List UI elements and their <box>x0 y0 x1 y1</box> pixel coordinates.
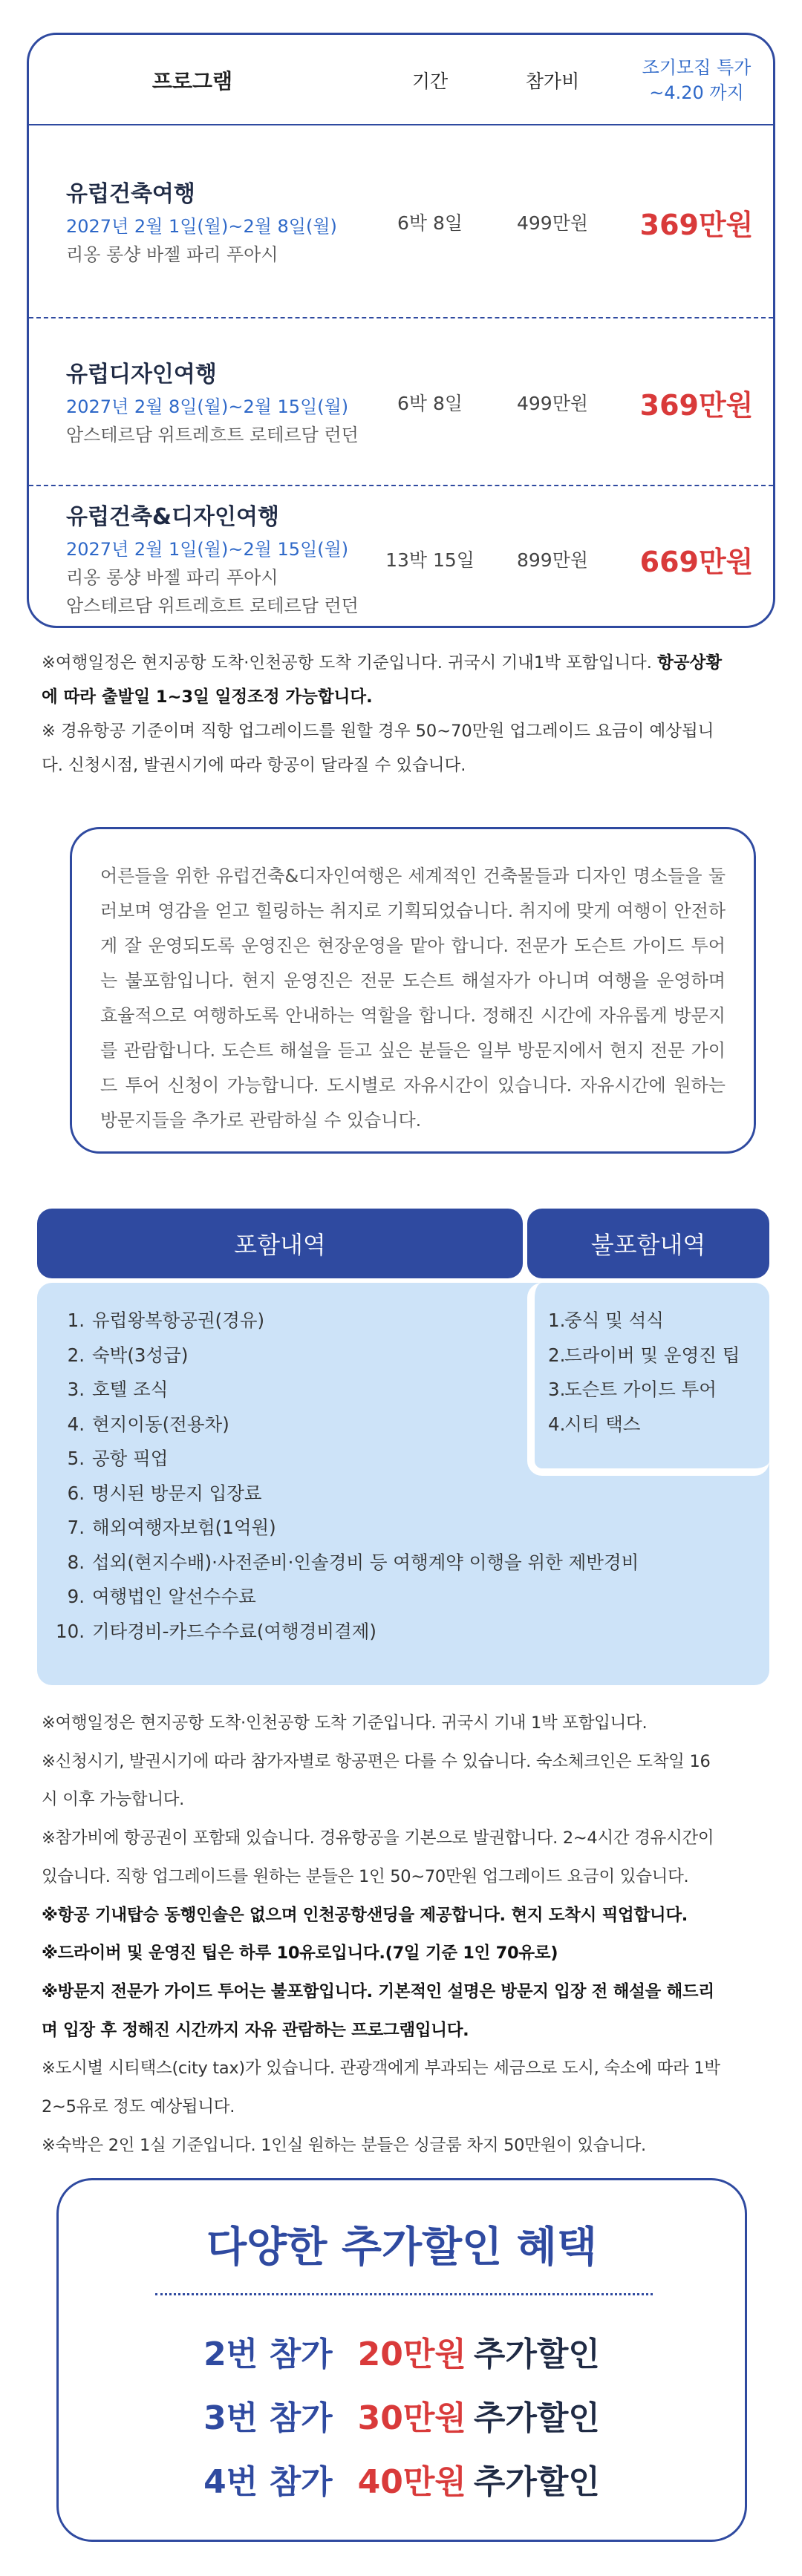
program-period: 6박 8일 <box>397 212 463 234</box>
schedule-notes <box>42 646 769 782</box>
note-line: ※신청시기, 발권시기에 따라 참가자별로 항공편은 다를 수 있습니다. 숙소체크인은 도착일 16 <box>42 1751 711 1771</box>
program-fee: 899만원 <box>516 549 589 571</box>
header-fee: 참가비 <box>525 71 580 92</box>
note-line: ※여행일정은 현지공항 도착·인천공항 도착 기준입니다. 귀국시 기내 1박 포함입니다. <box>42 1713 648 1733</box>
program-cities: 리옹 롱샹 바젤 파리 푸아시 <box>66 567 278 588</box>
discount-row <box>59 2327 745 2375</box>
program-cities: 암스테르담 위트레흐트 로테르담 런던 <box>66 595 359 616</box>
list-item: 1. 유럽왕복항공권(경유) <box>67 1310 265 1331</box>
program-cities: 리옹 롱샹 바젤 파리 푸아시 <box>66 244 278 265</box>
program-early-price: 369만원 <box>639 388 754 422</box>
discount-row <box>59 2455 745 2503</box>
participation-count: 3번 참가 <box>203 2399 333 2437</box>
list-item: 8. 섭외(현지수배)·사전준비·인솔경비 등 여행계약 이행을 위한 제반경비 <box>67 1551 639 1573</box>
list-item: 3. 호텔 조식 <box>67 1379 169 1400</box>
program-name: 유럽디자인여행 <box>66 362 217 388</box>
includes-title: 포함내역 <box>37 1209 523 1278</box>
note-emphasis: ※방문지 전문가 가이드 투어는 불포함입니다. 기본적인 설명은 방문지 입장 전 해설을 해드리 <box>42 1981 714 2001</box>
program-cities: 암스테르담 위트레흐트 로테르담 런던 <box>66 425 359 445</box>
travel-notes <box>42 1704 769 2165</box>
header-program: 프로그램 <box>151 69 233 94</box>
list-item: 2.드라이버 및 운영진 팁 <box>548 1344 740 1366</box>
table-header <box>29 35 773 125</box>
list-item: 3.도슨트 가이드 투어 <box>548 1379 717 1400</box>
participation-count: 2번 참가 <box>203 2335 333 2373</box>
list-item-text: 드라이버 및 운영진 팁 <box>564 1344 740 1366</box>
note-emphasis: ※드라이버 및 운영진 팁은 하루 10유로입니다.(7일 기준 1인 70유로) <box>42 1944 558 1964</box>
list-item-text: 숙박(3성급) <box>92 1344 189 1366</box>
program-info <box>66 320 359 485</box>
program-info <box>66 127 337 317</box>
header-period: 기간 <box>411 71 449 92</box>
discount-amount: 20만원 <box>357 2335 466 2373</box>
program-early-price: 669만원 <box>639 545 754 578</box>
note-line <box>42 1973 769 2012</box>
dotted-divider <box>155 2293 653 2295</box>
list-item-text: 기타경비-카드수수료(여행경비결제) <box>92 1620 376 1642</box>
program-date: 2027년 2월 8일(월)~2월 15일(월) <box>66 396 349 417</box>
program-name: 유럽건축여행 <box>66 181 195 207</box>
program-table <box>27 33 775 628</box>
note-line: ※도시별 시티택스(city tax)가 있습니다. 관광객에게 부과되는 세금으로 도시, 숙소에 따라 1박 <box>42 2059 720 2079</box>
header-early-price <box>616 35 775 125</box>
list-item-text: 시티 택스 <box>564 1413 641 1435</box>
note-text: ※여행일정은 현지공항 도착·인천공항 도착 기준입니다. 귀국시 기내1박 포함입니다. <box>42 653 658 673</box>
excludes-list <box>548 1304 740 1442</box>
list-item: 1.중식 및 석식 <box>548 1310 664 1331</box>
program-fee: 499만원 <box>516 212 589 234</box>
list-item-text: 여행법인 알선수수료 <box>92 1586 256 1607</box>
note-line <box>42 646 769 680</box>
list-item: 2. 숙박(3성급) <box>67 1344 189 1366</box>
note-line: 시 이후 가능합니다. <box>42 1790 185 1810</box>
discount-row <box>59 2391 745 2439</box>
list-item-text: 해외여행자보험(1억원) <box>92 1517 276 1538</box>
list-item-text: 도슨트 가이드 투어 <box>564 1379 717 1400</box>
excludes-title: 불포함내역 <box>527 1209 769 1278</box>
note-line: ※참가비에 항공권이 포함돼 있습니다. 경유항공을 기본으로 발권합니다. 2~4시간 경유시간이 <box>42 1828 714 1848</box>
program-period: 13박 15일 <box>385 549 475 571</box>
list-item-text: 호텔 조식 <box>92 1379 169 1400</box>
note-emphasis: 에 따라 출발일 1~3일 일정조정 가능합니다. <box>42 687 373 707</box>
program-info <box>66 488 359 628</box>
participation-count: 4번 참가 <box>203 2463 333 2501</box>
header-early-line1: 조기모집 특가 <box>642 57 752 78</box>
list-item: 9. 여행법인 알선수수료 <box>67 1586 256 1607</box>
discount-suffix: 추가할인 <box>473 2399 600 2437</box>
discount-amount: 40만원 <box>357 2463 466 2501</box>
discount-box <box>56 2178 747 2542</box>
list-item-text: 공항 픽업 <box>92 1448 169 1469</box>
note-emphasis: ※항공 기내탑승 동행인솔은 없으며 인천공항샌딩을 제공합니다. 현지 도착시 픽업합니다. <box>42 1905 688 1925</box>
note-line <box>42 1897 769 1935</box>
list-item-text: 섭외(현지수배)·사전준비·인솔경비 등 여행계약 이행을 위한 제반경비 <box>92 1551 639 1573</box>
note-line <box>42 2012 769 2050</box>
header-early-line2: ~4.20 까지 <box>649 82 744 103</box>
program-fee: 499만원 <box>516 393 589 414</box>
intro-text: 어른들을 위한 유럽건축&디자인여행은 세계적인 건축물들과 디자인 명소들을 둘러보며 영감을 얻고 힐링하는 취지로 기획되었습니다. 취지에 맞게 여행이 안전하게 잘 운영되도록 운영진은 현장운영을 맡아 합니다. 전문가 도슨트 가이드 투어는 불포함입니다. 현지 운영진은 전문 도슨트 해설자가 아니며 여행을 운영하며 효율적으로 여행하도록 안내하는 역할을 합니다. 정해진 시간에 자유롭게 방문지를 관람합니다. 도슨트 해설을 듣고 싶은 분들은 일부 방문지에서 현지 전문 가이드 투어 신청이 가능합니다. 도시별로 자유시간이 있습니다. 자유시간에 원하는 방문지들을 추가로 관람하실 수 있습니다. <box>100 866 726 1131</box>
list-item-text: 현지이동(전용차) <box>92 1413 229 1435</box>
program-name: 유럽건축&디자인여행 <box>66 504 279 530</box>
discount-amount: 30만원 <box>357 2399 466 2437</box>
list-item-text: 명시된 방문지 입장료 <box>92 1482 262 1504</box>
list-item: 5. 공항 픽업 <box>67 1448 169 1469</box>
note-line <box>42 680 769 714</box>
table-row <box>29 127 773 318</box>
note-line: 2~5유로 정도 예상됩니다. <box>42 2097 235 2117</box>
intro-box <box>70 827 756 1154</box>
note-emphasis: 항공상황 <box>657 653 723 673</box>
note-line: ※ 경유항공 기준이며 직항 업그레이드를 원할 경우 50~70만원 업그레이드 요금이 예상됩니 <box>42 722 714 741</box>
list-item: 4.시티 택스 <box>548 1413 641 1435</box>
list-item-text: 중식 및 석식 <box>564 1310 664 1331</box>
note-emphasis: 며 입장 후 정해진 시간까지 자유 관람하는 프로그램입니다. <box>42 2020 469 2040</box>
list-item: 4. 현지이동(전용차) <box>67 1413 229 1435</box>
list-item-text: 유럽왕복항공권(경유) <box>92 1310 265 1331</box>
note-line: 있습니다. 직항 업그레이드를 원하는 분들은 1인 50~70만원 업그레이드 요금이 있습니다. <box>42 1866 689 1886</box>
note-line: ※숙박은 2인 1실 기준입니다. 1인실 원하는 분들은 싱글룸 차지 50만원이 있습니다. <box>42 2135 646 2155</box>
list-item: 10. 기타경비-카드수수료(여행경비결제) <box>56 1620 376 1642</box>
note-line: 다. 신청시점, 발권시기에 따라 항공이 달라질 수 있습니다. <box>42 756 466 775</box>
program-date: 2027년 2월 1일(월)~2월 8일(월) <box>66 216 337 237</box>
table-row <box>29 488 773 628</box>
discount-title: 다양한 추가할인 혜택 <box>206 2223 597 2272</box>
discount-suffix: 추가할인 <box>473 2463 600 2501</box>
list-item: 6. 명시된 방문지 입장료 <box>67 1482 262 1504</box>
note-line <box>42 1935 769 1973</box>
list-item: 7. 해외여행자보험(1억원) <box>67 1517 276 1538</box>
program-date: 2027년 2월 1일(월)~2월 15일(월) <box>66 539 349 560</box>
program-early-price: 369만원 <box>639 208 754 241</box>
table-row <box>29 320 773 486</box>
discount-suffix: 추가할인 <box>473 2335 600 2373</box>
program-period: 6박 8일 <box>397 393 463 414</box>
